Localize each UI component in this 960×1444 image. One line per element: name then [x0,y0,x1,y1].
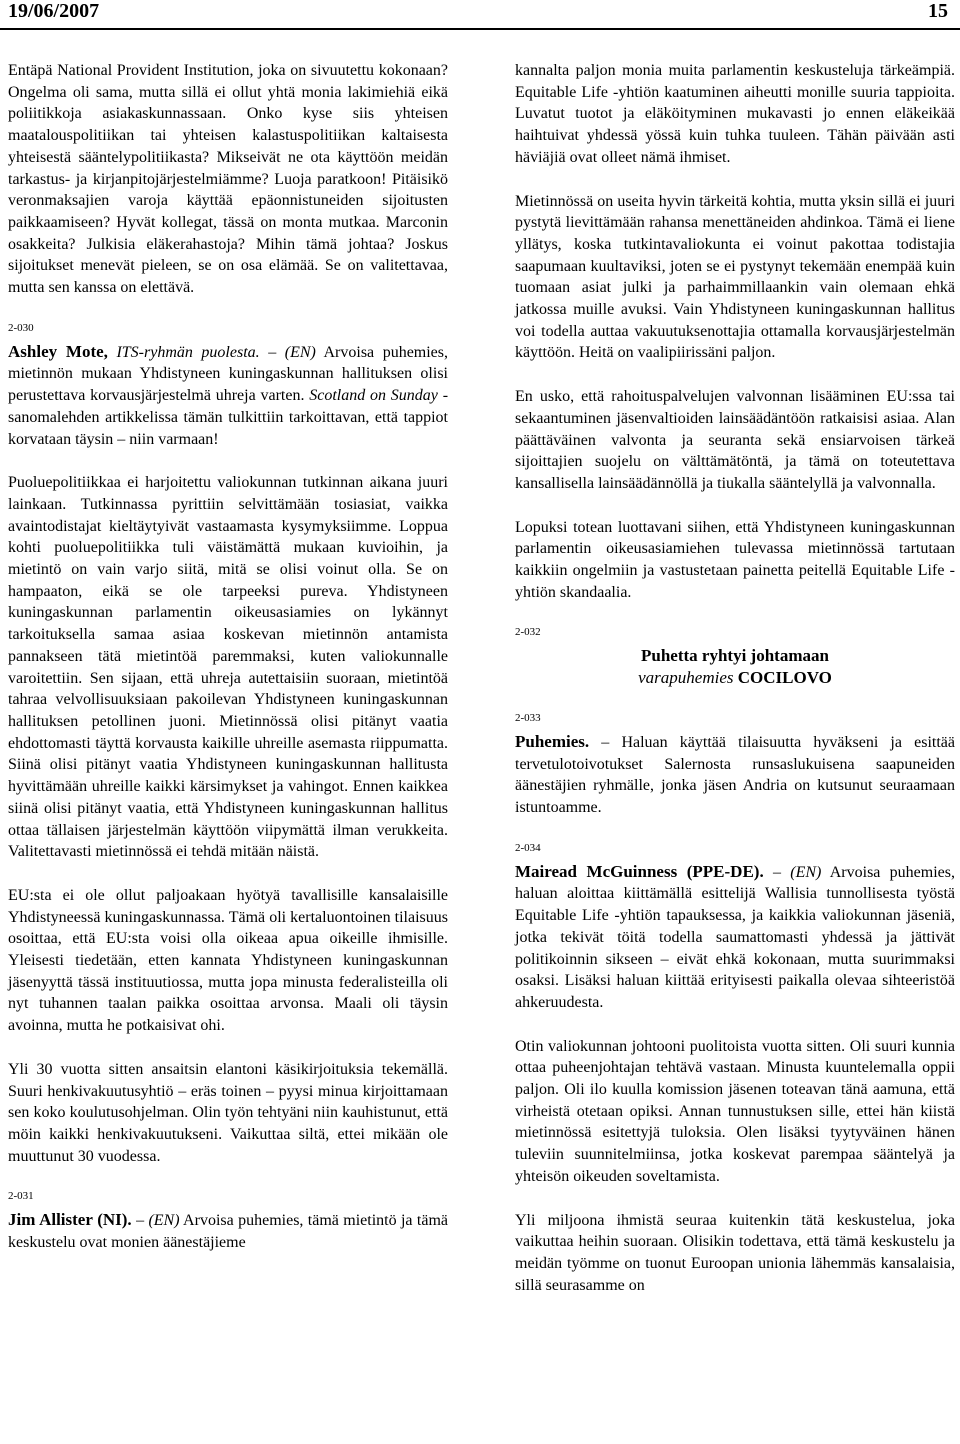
speaker-role: ITS-ryhmän puolesta. [116,343,260,361]
speech-ashley-mote [8,341,448,451]
speech-text: Haluan käyttää tilaisuutta hyväkseni ja esittää tervetulotoivotukset Salernosta runsaslukuisena saapuneiden äänestäjien ryhmälle, jonka jäsen Andria on kutsunut seuraamaan istuntoamme. [515,733,956,816]
item-number: 2-030 [8,321,34,334]
speech-text: Arvoisa puhemies, tämä mietintö ja tämä keskustelu ovat monien äänestäjieme [8,1212,449,1252]
speech-president [515,731,955,819]
item-number: 2-031 [8,1190,34,1203]
item-number: 2-034 [515,841,541,854]
header-page-number: 15 [928,0,948,22]
speech-text: -sanomalehden artikkelissa tämän tulkittiin tarkoittavan, että tappiot korvataan täysin – niin varmaan! [8,387,449,448]
paragraph: Yli miljoona ihmistä seuraa kuitenkin tätä keskustelua, joka vaikuttaa heihin suoraan. Olisikin todettava, että tämä keskustelu ja meidän työmme on tuonut Euroopan unionia lähemmäs kansalaisia, sillä seurasamme on [515,1211,955,1294]
chair-title: Puhetta ryhtyi johtamaan [641,646,829,666]
speech-mairead-mcguinness [515,861,955,1014]
dash: – [259,343,285,361]
dash: – [763,863,791,881]
chair-role: varapuhemies [638,668,734,688]
speaker-name: Mairead McGuinness (PPE-DE). [515,861,764,881]
paragraph: Lopuksi totean luottavani siihen, että Yhdistyneen kuningaskunnan parlamentin oikeusasiamiehen tulevassa mietinnössä tartutaan kaikkiin ongelmiin ja vastustetaan painetta peitellä Equitable Life -yhtiön skandaalia. [515,518,955,601]
chair-subtitle [515,667,955,689]
speech-text: Arvoisa puhemies, mietinnön mukaan Yhdistyneen kuningaskunnan hallituksen olisi perustettava korvausjärjestelmä uhreja varten. [8,343,449,405]
chair-name: COCILOVO [737,668,832,688]
chair-change-notice [515,645,955,688]
dash: – [131,1212,149,1230]
header-date: 19/06/2007 [8,0,100,22]
paragraph: Puoluepolitiikkaa ei harjoitettu valiokunnan tutkinnan aikana juuri lainkaan. Tutkinnassa pyrittiin selvittämään tosiasiat, vaikka avaintodistajat kieltäytyivät vastaamasta kysymyksiimme. Loppua kohti puoluepolitiikka tuli väistämättä mukaan kuvioihin, ja mietintö on vain varjo siitä, mitä se olisi voinut olla. Se on hampaaton, eikä se ole tarpeeksi pureva. Yhdistyneen kuningaskunnan parlamentin oikeusasiamies on lykännyt tarkoituksella samaa asiaa koskevan mietinnön antamista pannakseen tätä mietintöä paremmaksi, kuten valiokunnalle varoitettiin. Sen sijaan, että uhreja autettaisiin suoraan, mietintöä tahraa velvollisuuksiaan pakoilevan Yhdistyneen kuningaskunnan hallituksen petollinen juoni. Mietinnössä olisi pitänyt vaatia ehdottomasti täyttä korvausta kaikille uhreille asemasta riippumatta. Siinä olisi pitänyt vaatia Yhdistyneen kuningaskunnan hallitusta hyvittämään uhreille kaikki kärsimykset ja vahingot. Ennen kaikkea siinä olisi pitänyt vaatia, että Yhdistyneen kuningaskunnan hallitus ottaa tällaisen järjestelmän käyttöön viipymättä ilman verukkeita. Valitettavasti mietinnössä ei tehdä mitään näistä. [8,474,448,861]
language-tag: (EN) [790,863,822,881]
item-number: 2-033 [515,711,541,724]
speaker-name: Puhemies. [515,731,590,751]
paragraph: Yli 30 vuotta sitten ansaitsin elantoni käsikirjoituksia tekemällä. Suuri henkivakuutusyhtiö – eräs toinen – pyysi minua kirjoittamaan sen koko koulutusohjelman. Olin työn tehtyäni niin kauhistunut, että möin kaikki henkivakuutukseni. Vaikuttaa siltä, ettei mikään ole muuttunut 30 vuodessa. [8,1060,448,1165]
speech-text: Arvoisa puhemies, haluan aloittaa kiittämällä esittelijä Wallisia tunnollisesta työstä Equitable Life -yhtiön tapauksessa, ja kaikkia valiokunnan jäseniä, jotka tekivät töitä todella saumattomasti yhdessä ja jättivät politikoinnin sikseen – eivät ehkä kokonaan, mutta suurimmaksi osaksi. Lisäksi haluan kiittää erityisesti paikalla olevaa sihteeristöä ahkeruudesta. [515,863,955,1011]
paragraph: Entäpä National Provident Institution, joka on sivuutettu kokonaan? Ongelma oli sama, mutta sillä ei ollut yhtä monia lakimiehiä eikä poliitikkoja asiakaskunnassaan. Onko kyse siis yhteisen maatalouspolitiikan tai yhteisen kalastuspolitiikan kaltaisesta yhteisestä sääntelypolitiikasta? Mikseivät ne ota käyttöön meidän tarkastus- ja kirjanpitojärjestelmiämme? Luoja paratkoon! Pitäisikö veronmaksajien varoja käyttää epäonnistuneiden sijoitusten paikkaamiseen? Hyvät kollegat, tässä on monta mutkaa. Marconin osakkeita? Julkisia eläkerahastoja? Mihin tämä johtaa? Joskus sijoitukset menevät pieleen, se on osa elämää. Se on valitettavaa, mutta sen kanssa on elettävä. [8,62,448,297]
dash: – [589,733,622,751]
right-column [515,60,955,1296]
paragraph: Mietinnössä on useita hyvin tärkeitä kohtia, mutta yksin sillä ei juuri pystytä lievittämään rahansa menettäneiden ahdinkoa. Tämä ei liene yllätys, koska tutkintavaliokunta ei voinut pakottaa todistajia saapumaan kuultaviksi, joten se ei pystynyt tekemään enempää kuin tuomaan asiat julki ja parhaimmillaankin vain olemaan ehkä jatkossa muille avuksi. Vain Yhdistyneen kuningaskunnan hallitus voi todella auttaa vakuutuksenottajia ottamalla korvausjärjestelmän käyttöön. Heitä on vaalipiirissäni paljon. [515,192,955,362]
speaker-name: Ashley Mote, [8,341,108,361]
speech-jim-allister [8,1209,448,1253]
paragraph: kannalta paljon monia muita parlamentin keskusteluja tärkeämpiä. Equitable Life -yhtiön kaatuminen aiheutti monille suuria tappioita. Luvatut tuotot ja eläköityminen mukavasti jo ennen eläkeikää haihtuivat yhdessä yössä kuin tuhka tuuleen. Tähän päivään asti häviäjiä ovat olleet nämä ihmiset. [515,62,955,166]
left-column [8,60,448,1254]
page-header [0,0,960,30]
speaker-name: Jim Allister (NI). [8,1210,132,1230]
header-rule [0,28,960,30]
newspaper-name: Scotland on Sunday [309,387,438,405]
item-number: 2-032 [515,626,541,639]
paragraph: EU:sta ei ole ollut paljoakaan hyötyä tavallisille kansalaisille Yhdistyneessä kuningaskunnassa. Tämä oli kertaluontoinen tilaisuus osoittaa, että EU:sta voisi olla oikeaa apua oikeille ihmisille. Yleisesti tiedetään, etten kannata Yhdistyneen kuningaskunnan jäsenyyttä tässä instituutiossa, mutta jopa minusta federalisteilla oli nyt tuhannen taalan paikka osoittaa arvonsa. Maali oli täysin avoinna, mutta he potkaisivat ohi. [8,886,448,1035]
paragraph: Otin valiokunnan johtooni puolitoista vuotta sitten. Oli suuri kunnia ottaa puheenjohtajan tehtävä vastaan. Minusta kuuntelemalla oppii paljon. Oli ilo kuulla komission jäsenen toteavan tänä aamuna, että virheistä otetaan opiksi. Annan tunnustuksen sille, ettei hän kiistä mietinnössä esitettyjä tuloksia. Olen lisäksi tyytyväinen hänen tuleviin suunnitelmiinsa, jotka koskevat parempaa sääntelyä ja yhteisön oikeuden soveltamista. [515,1037,955,1185]
paragraph: En usko, että rahoituspalvelujen valvonnan lisääminen EU:ssa tai sekaantuminen jäsenvaltioiden lainsäädäntöön ratkaisisi asiaa. Alan päättäväinen valvonta ja seuranta sekä ensiarvoisen tärkeä sijoittajien suojelu on välttämätöntä, ja tämä on toteutettava kansallisella lainsäädännöllä ja tiukalla sääntelyllä ja valvonnalla. [515,388,955,492]
language-tag: (EN) [148,1212,180,1230]
language-tag: (EN) [284,343,316,361]
